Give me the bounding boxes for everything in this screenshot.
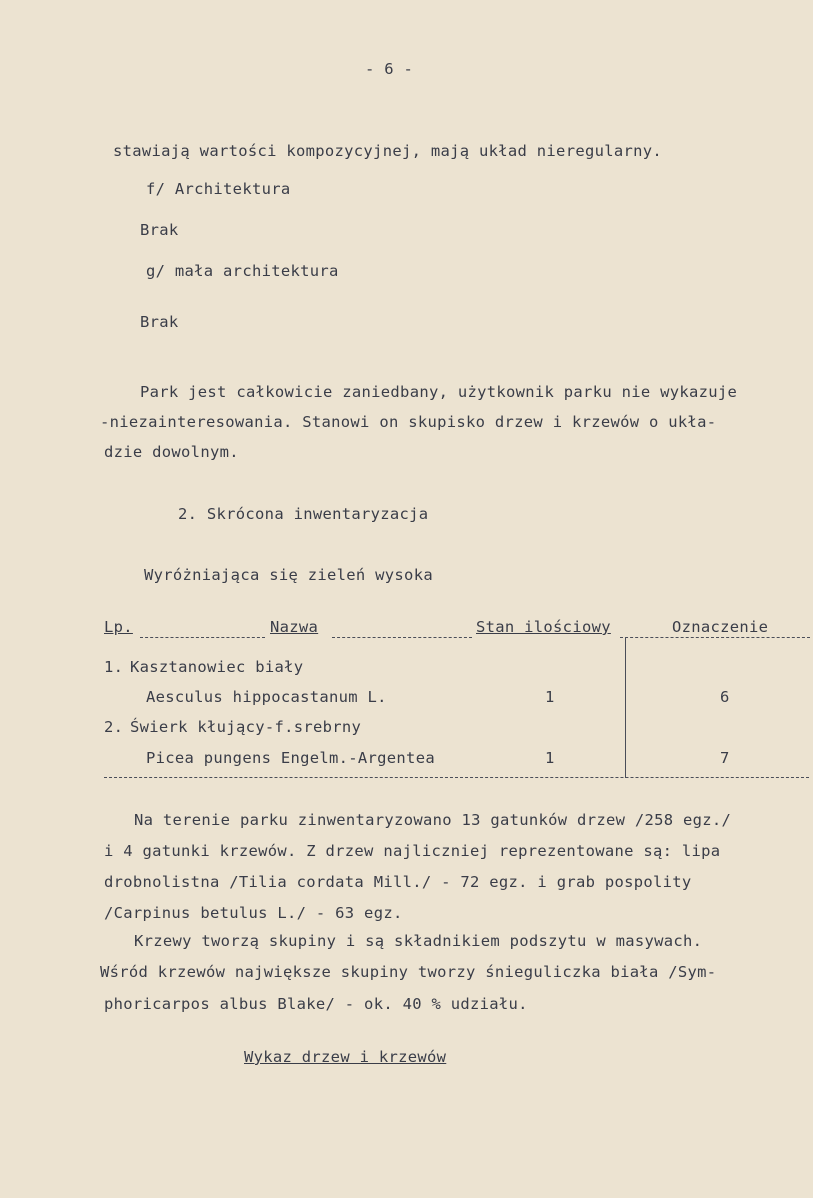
- section-value-f: Brak: [140, 221, 179, 239]
- table-row-quantity: 1: [545, 688, 555, 706]
- list-title: Wykaz drzew i krzewów: [244, 1048, 447, 1066]
- table-header-quantity: Stan ilościowy: [476, 618, 611, 636]
- subsection-title: Wyróżniająca się zieleń wysoka: [144, 566, 433, 584]
- page-number: - 6 -: [365, 60, 414, 78]
- section-heading-g: g/ mała architektura: [146, 262, 339, 280]
- table-row-name-lat: Picea pungens Engelm.-Argentea: [146, 749, 435, 767]
- table-row-name-lat: Aesculus hippocastanum L.: [146, 688, 387, 706]
- paragraph-line: phoricarpos albus Blake/ - ok. 40 % udziału.: [104, 995, 528, 1013]
- paragraph-line: Krzewy tworzą skupiny i są składnikiem podszytu w masywach.: [134, 932, 703, 950]
- paragraph-line: -niezainteresowania. Stanowi on skupisko drzew i krzewów o ukła-: [100, 413, 717, 431]
- section-title: 2. Skrócona inwentaryzacja: [178, 505, 429, 523]
- paragraph-line: i 4 gatunki krzewów. Z drzew najliczniej reprezentowane są: lipa: [104, 842, 721, 860]
- paragraph-line: Wśród krzewów największe skupiny tworzy śnieguliczka biała /Sym-: [100, 963, 717, 981]
- table-row-quantity: 1: [545, 749, 555, 767]
- header-dash: [620, 637, 810, 638]
- paragraph-line: /Carpinus betulus L./ - 63 egz.: [104, 904, 403, 922]
- table-header-lp: Lp.: [104, 618, 133, 636]
- table-row-lp: 1.: [104, 658, 124, 676]
- table-header-name: Nazwa: [270, 618, 319, 636]
- section-value-g: Brak: [140, 313, 179, 331]
- table-header-symbol: Oznaczenie: [672, 618, 769, 636]
- header-dash: [140, 637, 265, 638]
- table-column-divider: [625, 638, 626, 778]
- table-bottom-rule: [104, 777, 809, 778]
- header-dash: [332, 637, 472, 638]
- text-line: stawiają wartości kompozycyjnej, mają układ nieregularny.: [113, 142, 663, 160]
- table-row-symbol: 6: [720, 688, 730, 706]
- paragraph-line: Park jest całkowicie zaniedbany, użytkownik parku nie wykazuje: [140, 383, 738, 401]
- paragraph-line: dzie dowolnym.: [104, 443, 239, 461]
- table-row-name-pl: Kasztanowiec biały: [130, 658, 304, 676]
- table-row-lp: 2.: [104, 718, 124, 736]
- paragraph-line: drobnolistna /Tilia cordata Mill./ - 72 egz. i grab pospolity: [104, 873, 692, 891]
- paragraph-line: Na terenie parku zinwentaryzowano 13 gatunków drzew /258 egz./: [134, 811, 732, 829]
- section-heading-f: f/ Architektura: [146, 180, 291, 198]
- table-row-name-pl: Świerk kłujący-f.srebrny: [130, 718, 362, 736]
- table-row-symbol: 7: [720, 749, 730, 767]
